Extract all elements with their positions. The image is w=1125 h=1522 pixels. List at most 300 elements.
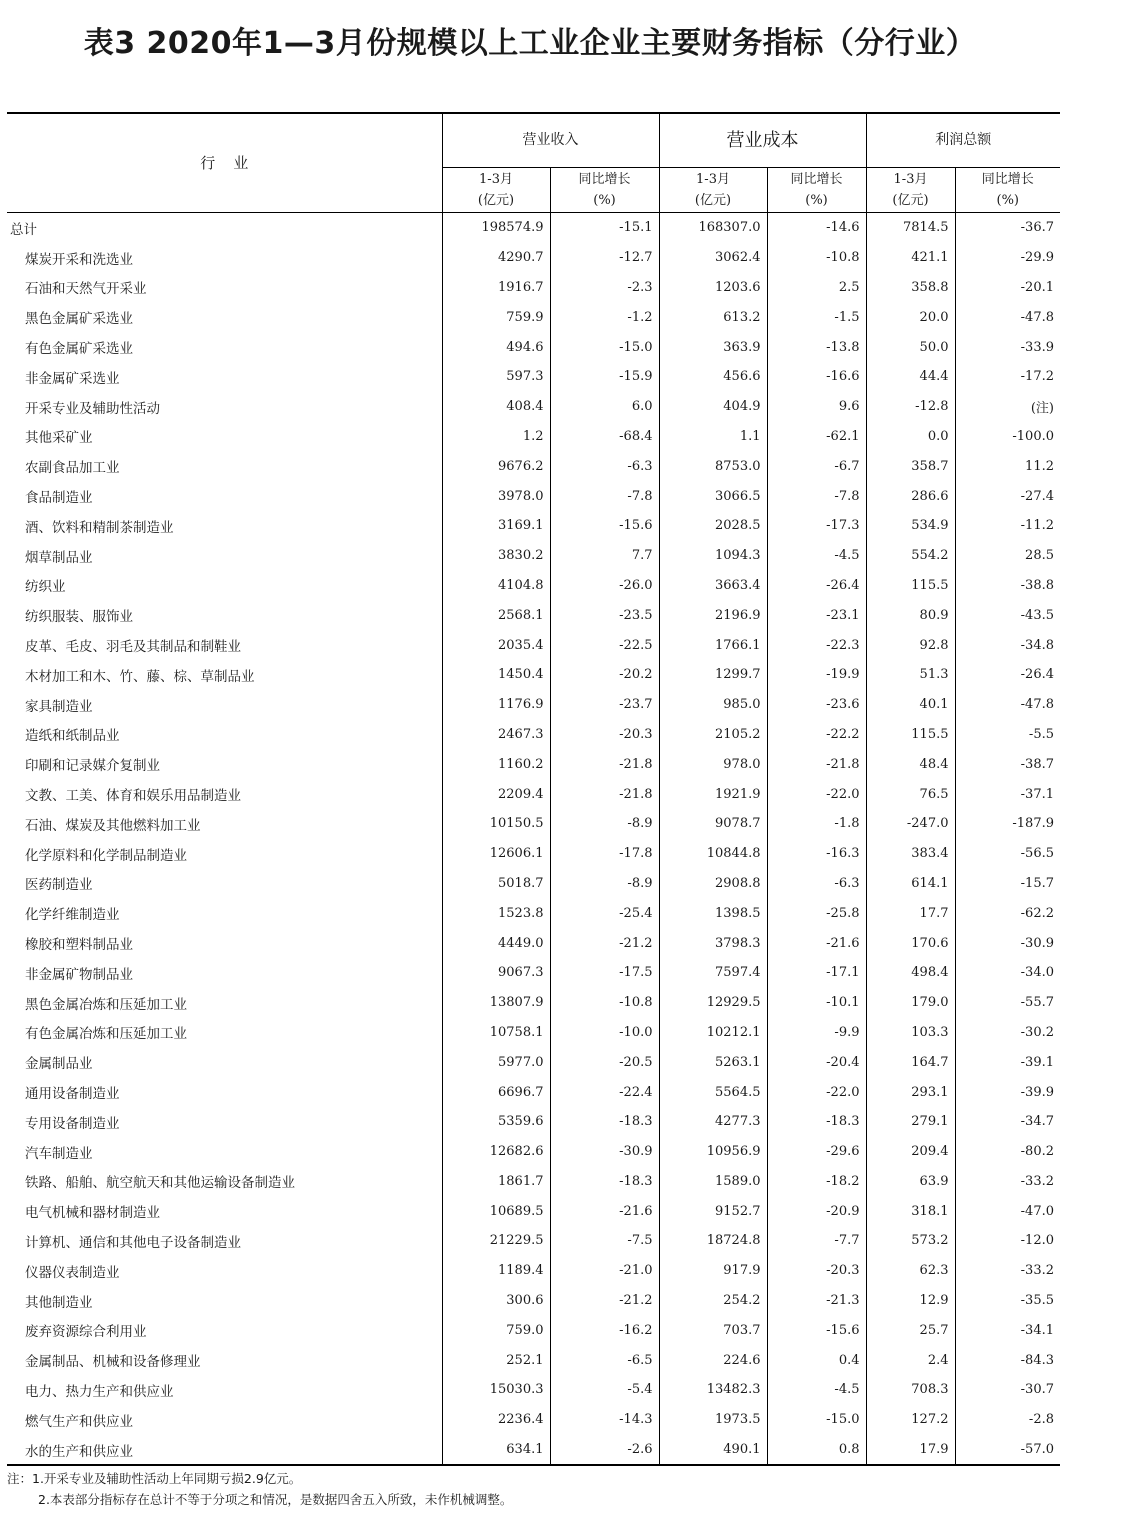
revenue-amount-cell: 1176.9 (442, 690, 550, 720)
profit-growth-cell: -26.4 (1020, 667, 1054, 683)
profit-growth-cell: -47.0 (1020, 1203, 1054, 1219)
table-row (7, 988, 1060, 1018)
revenue-growth-cell: -16.2 (550, 1315, 659, 1345)
footnote-1: 注：1.开采专业及辅助性活动上年同期亏损2.9亿元。 (7, 1471, 302, 1486)
revenue-amount-cell: 1861.7 (442, 1167, 550, 1197)
industry-name-cell: 食品制造业 (7, 481, 442, 511)
table-row (7, 511, 1060, 541)
table-row (7, 749, 1060, 779)
revenue-growth-cell: -1.2 (550, 302, 659, 332)
profit-amount-cell: 44.4 (866, 362, 955, 392)
revenue-amount-cell: 4104.8 (442, 571, 550, 601)
revenue-growth-cell: -14.3 (550, 1405, 659, 1435)
cost-growth-cell: -9.9 (767, 1018, 866, 1048)
profit-growth-cell: -17.2 (1020, 369, 1054, 385)
profit-growth-cell: -36.7 (1020, 220, 1054, 236)
cost-amount-cell: 2028.5 (659, 511, 767, 541)
cost-growth-cell: -7.8 (767, 481, 866, 511)
profit-growth-cell: -34.0 (1020, 965, 1054, 981)
profit-growth-cell: -38.7 (1020, 756, 1054, 772)
industry-name-cell: 电力、热力生产和供应业 (7, 1375, 442, 1405)
revenue-amount-cell: 3830.2 (442, 541, 550, 571)
revenue-amount-cell: 494.6 (442, 332, 550, 362)
industry-name-cell: 农副食品加工业 (7, 451, 442, 481)
revenue-growth-cell: -21.2 (550, 1286, 659, 1316)
cost-growth-cell: -23.1 (767, 600, 866, 630)
revenue-growth-cell: -2.6 (550, 1435, 659, 1466)
industry-name-cell: 有色金属冶炼和压延加工业 (7, 1018, 442, 1048)
cost-amount-cell: 2196.9 (659, 600, 767, 630)
cost-growth-cell: -4.5 (767, 541, 866, 571)
profit-growth-cell: -34.8 (1020, 637, 1054, 653)
footnotes (7, 1468, 512, 1510)
cost-growth-cell: -21.6 (767, 928, 866, 958)
table-row (7, 1405, 1060, 1435)
industry-name-cell: 石油、煤炭及其他燃料加工业 (7, 809, 442, 839)
profit-growth-cell: -20.1 (1020, 279, 1054, 295)
revenue-amount-cell: 300.6 (442, 1286, 550, 1316)
industry-name-cell: 木材加工和木、竹、藤、棕、草制品业 (7, 660, 442, 690)
revenue-amount-cell: 1160.2 (442, 749, 550, 779)
cost-amount-cell: 13482.3 (659, 1375, 767, 1405)
profit-growth-cell: -37.1 (1020, 786, 1054, 802)
profit-amount-cell: 7814.5 (866, 213, 955, 243)
profit-amount-cell: 573.2 (866, 1226, 955, 1256)
cost-growth-cell: -21.3 (767, 1286, 866, 1316)
table-row (7, 392, 1060, 422)
profit-amount-cell: 103.3 (866, 1018, 955, 1048)
table-row (7, 571, 1060, 601)
revenue-growth-cell: -20.2 (550, 660, 659, 690)
revenue-amount-cell: 15030.3 (442, 1375, 550, 1405)
profit-growth-cell: -80.2 (1020, 1144, 1054, 1160)
header-industry: 行业 (7, 113, 442, 213)
cost-growth-cell: -62.1 (767, 422, 866, 452)
profit-amount-cell: 2.4 (866, 1345, 955, 1375)
cost-growth-cell: -13.8 (767, 332, 866, 362)
revenue-growth-cell: -68.4 (550, 422, 659, 452)
table-row (7, 422, 1060, 452)
cost-growth-cell: -20.9 (767, 1196, 866, 1226)
table-row (7, 1077, 1060, 1107)
cost-amount-cell: 10844.8 (659, 839, 767, 869)
industry-name-cell: 黑色金属矿采选业 (7, 302, 442, 332)
profit-amount-cell: 170.6 (866, 928, 955, 958)
industry-name-cell: 开采专业及辅助性活动 (7, 392, 442, 422)
profit-growth-cell: -12.0 (1020, 1233, 1054, 1249)
cost-amount-cell: 4277.3 (659, 1107, 767, 1137)
revenue-amount-cell: 10150.5 (442, 809, 550, 839)
profit-growth-cell: -33.9 (1020, 339, 1054, 355)
cost-amount-cell: 456.6 (659, 362, 767, 392)
header-cost: 营业成本 (659, 113, 866, 168)
industry-name-cell: 其他制造业 (7, 1286, 442, 1316)
table-row (7, 1107, 1060, 1137)
revenue-growth-cell: -8.9 (550, 869, 659, 899)
table-row (7, 1286, 1060, 1316)
cost-growth-cell: -23.6 (767, 690, 866, 720)
cost-amount-cell: 917.9 (659, 1256, 767, 1286)
cost-amount-cell: 363.9 (659, 332, 767, 362)
profit-growth-cell: -187.9 (1012, 816, 1054, 832)
industry-name-cell: 电气机械和器材制造业 (7, 1196, 442, 1226)
profit-amount-cell: 20.0 (866, 302, 955, 332)
profit-amount-cell: 534.9 (866, 511, 955, 541)
cost-growth-cell: -7.7 (767, 1226, 866, 1256)
cost-growth-cell: -25.8 (767, 898, 866, 928)
revenue-growth-cell: -26.0 (550, 571, 659, 601)
profit-growth-cell: -47.8 (1020, 697, 1054, 713)
profit-growth-cell: -39.1 (1020, 1054, 1054, 1070)
profit-growth-cell: -35.5 (1020, 1293, 1054, 1309)
profit-amount-cell: 498.4 (866, 958, 955, 988)
cost-growth-cell: 0.8 (767, 1435, 866, 1466)
revenue-amount-cell: 2035.4 (442, 630, 550, 660)
industry-name-cell: 金属制品、机械和设备修理业 (7, 1345, 442, 1375)
table-row (7, 1226, 1060, 1256)
cost-amount-cell: 3066.5 (659, 481, 767, 511)
table-body (7, 213, 1060, 1466)
industry-name-cell: 专用设备制造业 (7, 1107, 442, 1137)
cost-amount-cell: 254.2 (659, 1286, 767, 1316)
revenue-amount-cell: 2467.3 (442, 720, 550, 750)
revenue-amount-cell: 12682.6 (442, 1137, 550, 1167)
subheader-profit-amount: 1-3月 (亿元) (866, 168, 955, 213)
table-row (7, 541, 1060, 571)
industry-name-cell: 烟草制品业 (7, 541, 442, 571)
financial-indicators-table (7, 112, 1060, 1466)
cost-growth-cell: 2.5 (767, 273, 866, 303)
industry-name-cell: 化学原料和化学制品制造业 (7, 839, 442, 869)
cost-amount-cell: 10956.9 (659, 1137, 767, 1167)
cost-amount-cell: 10212.1 (659, 1018, 767, 1048)
profit-amount-cell: 48.4 (866, 749, 955, 779)
industry-name-cell: 黑色金属冶炼和压延加工业 (7, 988, 442, 1018)
profit-growth-cell: -30.9 (1020, 935, 1054, 951)
profit-amount-cell: 17.9 (866, 1435, 955, 1466)
profit-growth-cell: 11.2 (1025, 458, 1054, 474)
profit-amount-cell: -12.8 (866, 392, 955, 422)
revenue-growth-cell: -15.9 (550, 362, 659, 392)
revenue-growth-cell: -7.5 (550, 1226, 659, 1256)
industry-name-cell: 家具制造业 (7, 690, 442, 720)
profit-growth-cell: (注) (1030, 401, 1054, 417)
table-row (7, 720, 1060, 750)
cost-amount-cell: 224.6 (659, 1345, 767, 1375)
revenue-amount-cell: 2209.4 (442, 779, 550, 809)
industry-name-cell: 水的生产和供应业 (7, 1435, 442, 1466)
table-row (7, 600, 1060, 630)
industry-name-cell: 造纸和纸制品业 (7, 720, 442, 750)
revenue-amount-cell: 3978.0 (442, 481, 550, 511)
table-row (7, 958, 1060, 988)
revenue-growth-cell: -10.0 (550, 1018, 659, 1048)
profit-growth-cell: -33.2 (1020, 1263, 1054, 1279)
industry-name-cell: 废弃资源综合利用业 (7, 1315, 442, 1345)
cost-amount-cell: 3663.4 (659, 571, 767, 601)
cost-growth-cell: 0.4 (767, 1345, 866, 1375)
cost-amount-cell: 404.9 (659, 392, 767, 422)
revenue-growth-cell: -21.0 (550, 1256, 659, 1286)
cost-growth-cell: -16.6 (767, 362, 866, 392)
table-row (7, 898, 1060, 928)
revenue-growth-cell: -25.4 (550, 898, 659, 928)
revenue-growth-cell: -5.4 (550, 1375, 659, 1405)
profit-growth-cell: -47.8 (1020, 309, 1054, 325)
table-row (7, 481, 1060, 511)
profit-amount-cell: 115.5 (866, 571, 955, 601)
table-row (7, 1196, 1060, 1226)
profit-growth-cell: -57.0 (1020, 1442, 1054, 1458)
profit-amount-cell: 62.3 (866, 1256, 955, 1286)
profit-amount-cell: 40.1 (866, 690, 955, 720)
profit-amount-cell: 286.6 (866, 481, 955, 511)
revenue-amount-cell: 9676.2 (442, 451, 550, 481)
table-row (7, 273, 1060, 303)
revenue-amount-cell: 12606.1 (442, 839, 550, 869)
cost-growth-cell: -17.3 (767, 511, 866, 541)
table-row (7, 1345, 1060, 1375)
table-row (7, 630, 1060, 660)
industry-name-cell: 橡胶和塑料制品业 (7, 928, 442, 958)
cost-amount-cell: 12929.5 (659, 988, 767, 1018)
cost-amount-cell: 5263.1 (659, 1047, 767, 1077)
cost-growth-cell: -14.6 (767, 213, 866, 243)
subheader-revenue-growth: 同比增长 (%) (550, 168, 659, 213)
profit-growth-cell: -100.0 (1012, 428, 1054, 444)
cost-amount-cell: 5564.5 (659, 1077, 767, 1107)
table-row (7, 779, 1060, 809)
cost-amount-cell: 1299.7 (659, 660, 767, 690)
table-row (7, 332, 1060, 362)
industry-name-cell: 皮革、毛皮、羽毛及其制品和制鞋业 (7, 630, 442, 660)
profit-amount-cell: 614.1 (866, 869, 955, 899)
profit-growth-cell: -15.7 (1020, 875, 1054, 891)
revenue-growth-cell: -8.9 (550, 809, 659, 839)
revenue-growth-cell: -15.1 (550, 213, 659, 243)
revenue-growth-cell: -23.7 (550, 690, 659, 720)
revenue-amount-cell: 1.2 (442, 422, 550, 452)
profit-growth-cell: -84.3 (1020, 1352, 1054, 1368)
revenue-growth-cell: -21.2 (550, 928, 659, 958)
industry-name-cell: 纺织服装、服饰业 (7, 600, 442, 630)
revenue-amount-cell: 1189.4 (442, 1256, 550, 1286)
profit-amount-cell: 50.0 (866, 332, 955, 362)
cost-amount-cell: 1766.1 (659, 630, 767, 660)
cost-amount-cell: 9152.7 (659, 1196, 767, 1226)
profit-amount-cell: 63.9 (866, 1167, 955, 1197)
profit-amount-cell: 318.1 (866, 1196, 955, 1226)
table-row (7, 809, 1060, 839)
table-row (7, 1315, 1060, 1345)
revenue-amount-cell: 4290.7 (442, 243, 550, 273)
profit-growth-cell: -56.5 (1020, 846, 1054, 862)
profit-growth-cell: 28.5 (1025, 548, 1054, 564)
cost-amount-cell: 978.0 (659, 749, 767, 779)
page-title: 表3 2020年1—3月份规模以上工业企业主要财务指标（分行业） (83, 26, 977, 61)
cost-amount-cell: 3798.3 (659, 928, 767, 958)
profit-growth-cell: -27.4 (1020, 488, 1054, 504)
cost-amount-cell: 9078.7 (659, 809, 767, 839)
revenue-growth-cell: -20.5 (550, 1047, 659, 1077)
industry-name-cell: 酒、饮料和精制茶制造业 (7, 511, 442, 541)
profit-growth-cell: -30.7 (1020, 1382, 1054, 1398)
profit-amount-cell: 358.7 (866, 451, 955, 481)
cost-growth-cell: -6.7 (767, 451, 866, 481)
profit-amount-cell: 17.7 (866, 898, 955, 928)
cost-growth-cell: -1.5 (767, 302, 866, 332)
cost-growth-cell: -18.3 (767, 1107, 866, 1137)
cost-growth-cell: -6.3 (767, 869, 866, 899)
profit-amount-cell: 25.7 (866, 1315, 955, 1345)
profit-amount-cell: 115.5 (866, 720, 955, 750)
profit-amount-cell: 279.1 (866, 1107, 955, 1137)
table-row (7, 243, 1060, 273)
cost-amount-cell: 18724.8 (659, 1226, 767, 1256)
cost-growth-cell: 9.6 (767, 392, 866, 422)
profit-amount-cell: 80.9 (866, 600, 955, 630)
revenue-amount-cell: 5977.0 (442, 1047, 550, 1077)
industry-name-cell: 医药制造业 (7, 869, 442, 899)
profit-growth-cell: -33.2 (1020, 1173, 1054, 1189)
revenue-growth-cell: -15.6 (550, 511, 659, 541)
table-row (7, 451, 1060, 481)
industry-name-cell: 金属制品业 (7, 1047, 442, 1077)
revenue-growth-cell: -20.3 (550, 720, 659, 750)
revenue-amount-cell: 759.0 (442, 1315, 550, 1345)
profit-amount-cell: 127.2 (866, 1405, 955, 1435)
revenue-amount-cell: 10689.5 (442, 1196, 550, 1226)
industry-name-cell: 汽车制造业 (7, 1137, 442, 1167)
revenue-growth-cell: -6.5 (550, 1345, 659, 1375)
revenue-amount-cell: 408.4 (442, 392, 550, 422)
profit-amount-cell: 0.0 (866, 422, 955, 452)
industry-name-cell: 铁路、船舶、航空航天和其他运输设备制造业 (7, 1167, 442, 1197)
revenue-growth-cell: -21.6 (550, 1196, 659, 1226)
revenue-amount-cell: 13807.9 (442, 988, 550, 1018)
industry-name-cell: 化学纤维制造业 (7, 898, 442, 928)
cost-amount-cell: 1398.5 (659, 898, 767, 928)
industry-name-cell: 总计 (7, 213, 442, 243)
table-row (7, 1018, 1060, 1048)
revenue-growth-cell: -23.5 (550, 600, 659, 630)
subheader-cost-amount: 1-3月 (亿元) (659, 168, 767, 213)
cost-growth-cell: -10.8 (767, 243, 866, 273)
revenue-growth-cell: -2.3 (550, 273, 659, 303)
table-row (7, 362, 1060, 392)
cost-amount-cell: 703.7 (659, 1315, 767, 1345)
header-revenue: 营业收入 (442, 113, 659, 168)
profit-growth-cell: -38.8 (1020, 577, 1054, 593)
industry-name-cell: 计算机、通信和其他电子设备制造业 (7, 1226, 442, 1256)
revenue-growth-cell: -22.5 (550, 630, 659, 660)
table-row (7, 213, 1060, 243)
cost-growth-cell: -22.0 (767, 1077, 866, 1107)
cost-amount-cell: 1094.3 (659, 541, 767, 571)
cost-growth-cell: -26.4 (767, 571, 866, 601)
revenue-growth-cell: 7.7 (550, 541, 659, 571)
cost-growth-cell: -29.6 (767, 1137, 866, 1167)
profit-amount-cell: 209.4 (866, 1137, 955, 1167)
cost-amount-cell: 2908.8 (659, 869, 767, 899)
table-row (7, 690, 1060, 720)
table-row (7, 660, 1060, 690)
profit-amount-cell: 164.7 (866, 1047, 955, 1077)
revenue-amount-cell: 198574.9 (442, 213, 550, 243)
revenue-growth-cell: -18.3 (550, 1167, 659, 1197)
revenue-amount-cell: 2236.4 (442, 1405, 550, 1435)
revenue-growth-cell: -21.8 (550, 749, 659, 779)
profit-growth-cell: -34.1 (1020, 1322, 1054, 1338)
profit-amount-cell: -247.0 (866, 809, 955, 839)
cost-growth-cell: -10.1 (767, 988, 866, 1018)
cost-growth-cell: -18.2 (767, 1167, 866, 1197)
cost-amount-cell: 1973.5 (659, 1405, 767, 1435)
revenue-growth-cell: -17.8 (550, 839, 659, 869)
cost-growth-cell: -22.2 (767, 720, 866, 750)
industry-name-cell: 燃气生产和供应业 (7, 1405, 442, 1435)
revenue-amount-cell: 1916.7 (442, 273, 550, 303)
table-row (7, 839, 1060, 869)
cost-growth-cell: -22.3 (767, 630, 866, 660)
revenue-growth-cell: -15.0 (550, 332, 659, 362)
table-row (7, 1047, 1060, 1077)
profit-growth-cell: -29.9 (1020, 250, 1054, 266)
revenue-amount-cell: 6696.7 (442, 1077, 550, 1107)
revenue-amount-cell: 252.1 (442, 1345, 550, 1375)
revenue-growth-cell: -21.8 (550, 779, 659, 809)
profit-growth-cell: -55.7 (1020, 995, 1054, 1011)
profit-growth-cell: -2.8 (1028, 1412, 1054, 1428)
cost-amount-cell: 1921.9 (659, 779, 767, 809)
revenue-amount-cell: 5018.7 (442, 869, 550, 899)
profit-amount-cell: 76.5 (866, 779, 955, 809)
industry-name-cell: 其他采矿业 (7, 422, 442, 452)
industry-name-cell: 煤炭开采和洗选业 (7, 243, 442, 273)
revenue-growth-cell: -18.3 (550, 1107, 659, 1137)
table-row (7, 928, 1060, 958)
cost-amount-cell: 1.1 (659, 422, 767, 452)
industry-name-cell: 纺织业 (7, 571, 442, 601)
cost-growth-cell: -21.8 (767, 749, 866, 779)
profit-amount-cell: 293.1 (866, 1077, 955, 1107)
revenue-amount-cell: 2568.1 (442, 600, 550, 630)
profit-growth-cell: -34.7 (1020, 1114, 1054, 1130)
revenue-amount-cell: 1523.8 (442, 898, 550, 928)
industry-name-cell: 石油和天然气开采业 (7, 273, 442, 303)
industry-name-cell: 通用设备制造业 (7, 1077, 442, 1107)
table-row (7, 1167, 1060, 1197)
revenue-growth-cell: -6.3 (550, 451, 659, 481)
table-row (7, 302, 1060, 332)
industry-name-cell: 非金属矿采选业 (7, 362, 442, 392)
revenue-amount-cell: 597.3 (442, 362, 550, 392)
cost-growth-cell: -19.9 (767, 660, 866, 690)
revenue-amount-cell: 10758.1 (442, 1018, 550, 1048)
profit-amount-cell: 179.0 (866, 988, 955, 1018)
cost-amount-cell: 613.2 (659, 302, 767, 332)
revenue-growth-cell: -7.8 (550, 481, 659, 511)
revenue-growth-cell: 6.0 (550, 392, 659, 422)
revenue-growth-cell: -12.7 (550, 243, 659, 273)
revenue-amount-cell: 4449.0 (442, 928, 550, 958)
subheader-profit-growth: 同比增长 (%) (955, 168, 1060, 213)
revenue-amount-cell: 21229.5 (442, 1226, 550, 1256)
profit-amount-cell: 12.9 (866, 1286, 955, 1316)
revenue-amount-cell: 1450.4 (442, 660, 550, 690)
revenue-growth-cell: -10.8 (550, 988, 659, 1018)
cost-growth-cell: -22.0 (767, 779, 866, 809)
